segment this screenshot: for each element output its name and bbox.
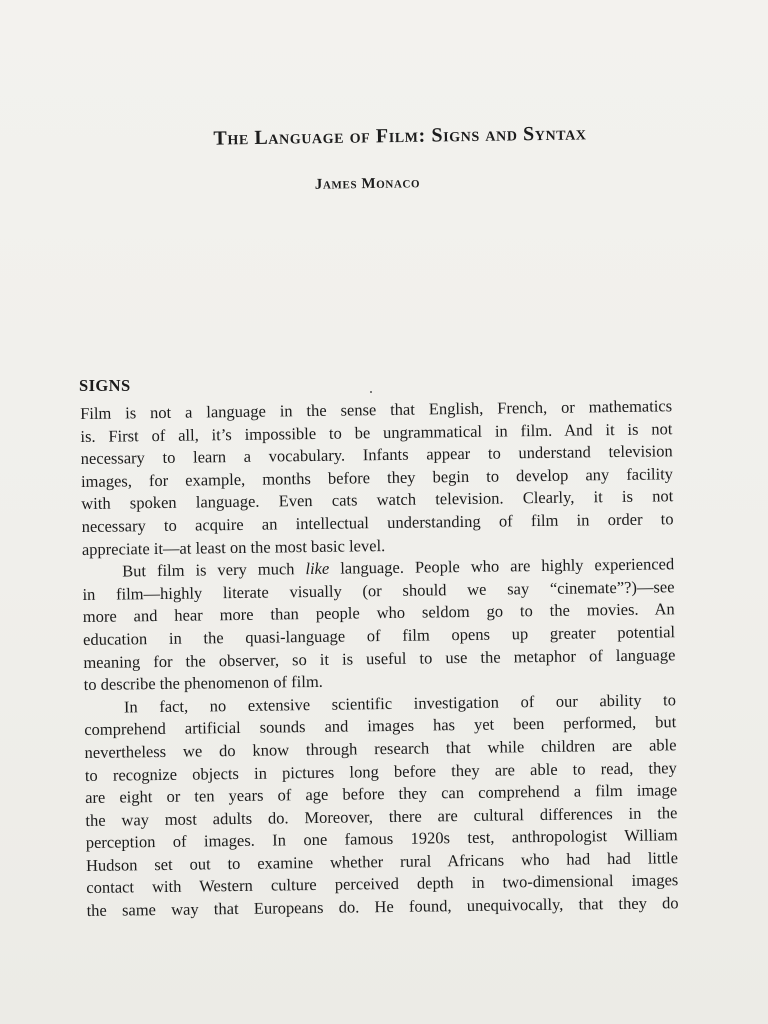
paper-speck xyxy=(370,391,372,393)
section-heading: SIGNS xyxy=(79,376,131,395)
text-line: appreciate it—at least on the most basic level. xyxy=(81,535,386,559)
text-line: more and hear more than people who seldom go to the movies. An xyxy=(82,599,675,627)
text-line: Hudson set out to examine whether rural Africans who had had little xyxy=(85,848,679,875)
page-title: The Language of Film: Signs and Syntax xyxy=(213,122,587,150)
text-line: the same way that Europeans do. He found, unequivocally, that they do xyxy=(86,893,679,921)
body-text xyxy=(80,395,679,922)
text-line: with spoken language. Even cats watch television. Clearly, it is not xyxy=(81,486,674,514)
text-line: to describe the phenomenon of film. xyxy=(83,671,323,695)
text-line: perception of images. In one famous 1920s test, anthropologist William xyxy=(85,825,678,853)
text-line: comprehend artificial sounds and images has yet been performed, but xyxy=(84,712,677,740)
text-line: is. First of all, it’s impossible to be ungrammatical in film. And it is not xyxy=(80,418,673,446)
text-line: nevertheless we do know through research that while children are able xyxy=(84,735,677,762)
text-line: education in the quasi-language of film opens up greater potential xyxy=(82,622,676,649)
text-line: the way most adults do. Moreover, there are cultural differences in the xyxy=(85,802,678,830)
text-line: necessary to learn a vocabulary. Infants appear to understand television xyxy=(80,441,673,469)
text-line: meaning for the observer, so it is useful to use the metaphor of language xyxy=(83,644,676,672)
text-line: in film—highly literate visually (or should we say “cinemate”?)—see xyxy=(82,576,675,604)
text-line: images, for example, months before they begin to develop any facility xyxy=(80,464,674,491)
text-line: Film is not a language in the sense that English, French, or mathematics xyxy=(80,396,673,423)
text-line: are eight or ten years of age before they can comprehend a film image xyxy=(85,780,678,808)
text-line: to recognize objects in pictures long before they are able to read, they xyxy=(84,757,677,785)
text-line: In fact, no extensive scientific investigation of our ability to xyxy=(123,689,677,717)
text-line: necessary to acquire an intellectual understanding of film in order to xyxy=(81,509,674,536)
author-name: James Monaco xyxy=(314,175,421,193)
text-line: contact with Western culture perceived depth in two-dimensional images xyxy=(86,870,679,898)
text-line: But film is very much like language. People who are highly experienced xyxy=(122,554,675,581)
